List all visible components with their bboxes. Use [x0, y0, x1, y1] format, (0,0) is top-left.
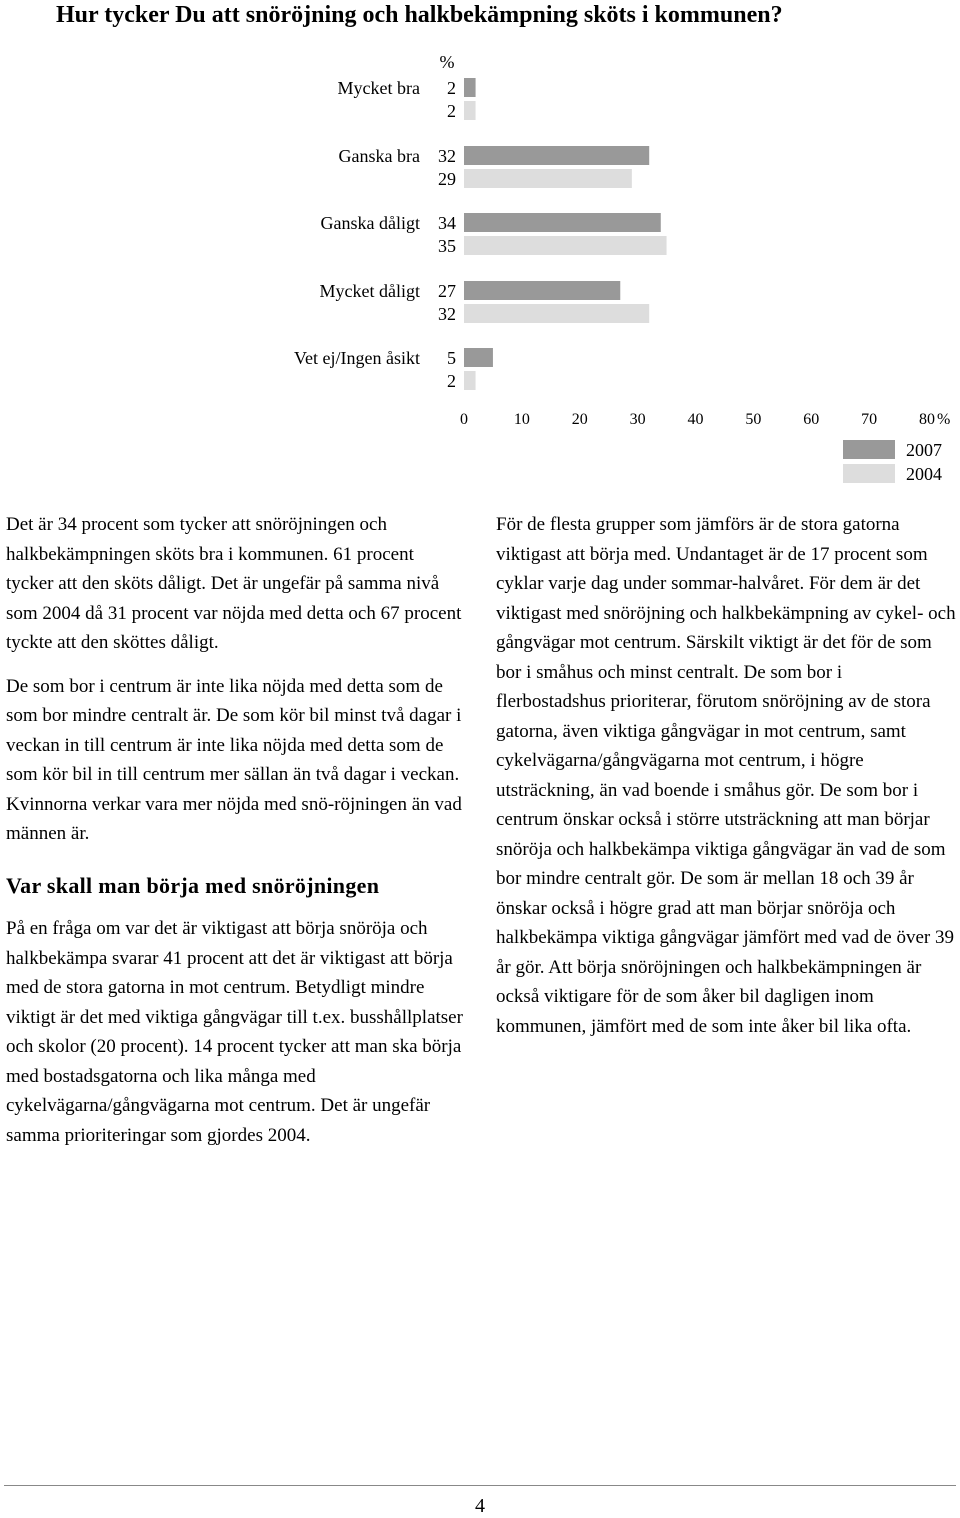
x-tick-label: 40 — [687, 411, 704, 428]
category-label: Ganska bra — [338, 146, 420, 166]
bar-2004 — [464, 236, 667, 255]
category-label: Ganska dåligt — [320, 213, 420, 233]
bar-2007 — [464, 146, 649, 165]
x-tick-label: 20 — [571, 411, 588, 428]
data-label: 2 — [447, 371, 456, 391]
data-label: 35 — [438, 236, 456, 256]
data-label: 34 — [438, 213, 456, 233]
bar-2004 — [464, 304, 649, 323]
x-tick-label: 80 — [919, 411, 935, 428]
data-label: 29 — [438, 169, 456, 189]
x-tick-label: 30 — [629, 411, 646, 428]
category-label: Vet ej/Ingen åsikt — [294, 348, 420, 368]
section-subheading: Var skall man börja med snöröjningen — [6, 872, 380, 898]
left-paragraph-3: På en fråga om var det är viktigast att börja snöröja och halkbekämpa svarar 41 procent att det är viktigast att börja med de stora gatorna in mot centrum. Betydligt mindre viktigt är det med viktiga gångvägar till t.ex. busshållplatser och skolor (20 procent). 14 procent tycker att man ska börja med bostadsgatorna och lika många med cykelvägarna/gångvägarna mot centrum. Det är ungefär samma prioriteringar som gjordes 2004. — [6, 918, 463, 1146]
legend-label-2004: 2004 — [906, 464, 942, 484]
bar-2007 — [464, 281, 620, 300]
legend-swatch-2007 — [843, 440, 895, 459]
bar-2007 — [464, 213, 661, 232]
data-label: 32 — [438, 304, 456, 324]
bar-2007 — [464, 78, 476, 97]
x-tick-label: 50 — [745, 411, 762, 428]
data-label: 2 — [447, 78, 456, 98]
data-label: 5 — [447, 348, 456, 368]
survey-bar-chart — [0, 40, 960, 500]
data-label: 32 — [438, 146, 456, 166]
category-label: Mycket dåligt — [319, 281, 420, 301]
x-tick-label: 60 — [803, 411, 820, 428]
page-heading: Hur tycker Du att snöröjning och halkbekämpning sköts i kommunen? — [56, 2, 783, 28]
x-tick-label: 0 — [460, 411, 468, 428]
x-tick-label: 10 — [513, 411, 530, 428]
data-label: 2 — [447, 101, 456, 121]
chart-unit-label: % — [439, 52, 455, 72]
page-number: 4 — [475, 1495, 485, 1517]
legend-swatch-2004 — [843, 464, 895, 483]
bar-2004 — [464, 101, 476, 120]
data-label: 27 — [438, 281, 456, 301]
left-column — [6, 510, 466, 1164]
left-paragraph-1: Det är 34 procent som tycker att snöröjningen och halkbekämpningen sköts bra i kommunen. 61 procent tycker att den sköts dåligt. Det är ungefär på samma nivå som 2004 då 31 procent var nöjda med detta och 67 procent tyckte att den sköttes dåligt. — [6, 514, 462, 653]
left-paragraph-2: De som bor i centrum är inte lika nöjda med detta som de som bor mindre centralt är. De som kör bil minst två dagar i veckan in till centrum är inte lika nöjda med detta som de som kör bil in till centrum mer sällan än två dagar i veckan. Kvinnorna verkar vara mer nöjda med snö-röjningen än vad männen är. — [6, 675, 462, 844]
x-axis-unit: % — [937, 411, 951, 428]
legend-label-2007: 2007 — [906, 440, 942, 460]
footer-rule — [4, 1485, 956, 1486]
right-column — [496, 510, 956, 1055]
bar-2004 — [464, 169, 632, 188]
bar-2004 — [464, 371, 476, 390]
category-label: Mycket bra — [337, 78, 420, 98]
bar-2007 — [464, 348, 493, 367]
right-paragraph-1: För de flesta grupper som jämförs är de stora gatorna viktigast att börja med. Undantaget är de 17 procent som cyklar varje dag under sommar-halvåret. För dem är det viktigast med snöröjning och halkbekämpning av cykel- och gångvägar mot centrum. Särskilt viktigt är det för de som bor i småhus och minst centralt. De som bor i flerbostadshus prioriterar, förutom snöröjning av de stora gatorna, även viktiga gångvägar in mot centrum, samt cykelvägarna/gångvägarna mot centrum, i högre utsträckning, än vad boende i småhus gör. De som bor i centrum önskar också i större utsträckning att man börjar snöröja och halkbekämpa viktiga gångvägar än vad de som bor mindre centralt gör. De som är mellan 18 och 39 år önskar också i högre grad att man börjar snöröja och halkbekämpa viktiga gångvägar jämfört med vad de över 39 år gör. Att börja snöröjningen och halkbekämpningen är också viktigare för de som åker bil dagligen inom kommunen, jämfört med de som inte åker bil lika ofta. — [496, 514, 956, 1037]
x-tick-label: 70 — [861, 411, 878, 428]
